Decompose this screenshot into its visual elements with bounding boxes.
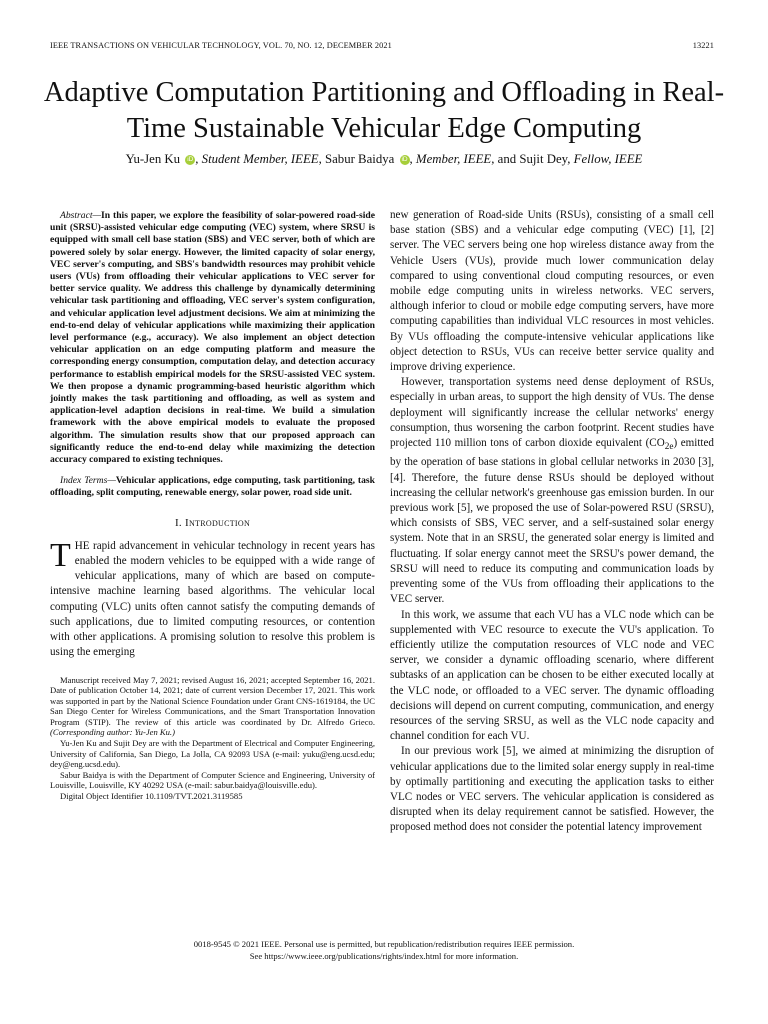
section-number: I. [174, 516, 186, 529]
running-header [50, 41, 714, 55]
index-terms-text: Vehicular applications, edge computing, task partitioning, task offloading, split computing, renewable energy, solar power, road side unit. [50, 475, 375, 499]
first-word: HE [74, 539, 90, 552]
footnote-doi: Digital Object Identifier 10.1109/TVT.2021.3119585 [60, 791, 243, 802]
author-name: Sujit Dey [519, 152, 568, 166]
drop-cap: T [50, 536, 71, 574]
paper-title: Adaptive Computation Partitioning and Offloading in Real-Time Sustainable Vehicular Edge Computing [43, 77, 725, 144]
section-title: Introduction [185, 516, 251, 529]
author-name: Sabur Baidya [325, 152, 395, 166]
footnotes [50, 675, 375, 802]
author-conjunction: , and [491, 152, 520, 166]
copyright-notice [40, 938, 728, 962]
author-name: Yu-Jen Ku [125, 152, 181, 166]
author-separator: , [567, 152, 574, 166]
body-text: ) emitted by the operation of base stations in global cellular networks in 2030 [3], [4]. Therefore, the future dense RSUs should be deployed without increasing the cellular network's greenhouse gas emission burden. In our previous work [5], we proposed the use of Solar-powered RSU (SRSU), which consists of SBS, VEC server, and a self-sustained solar energy system. Note that in an SRSU, the generated solar energy is limited and fluctuating. If solar energy cannot meet the SRSU's power demand, the SRSU will need to reduce its computing and communication loads by preventing some of the VUs from offloading their applications to the VEC server. [390, 437, 714, 606]
author-role: Student Member, IEEE [201, 152, 319, 166]
abstract-text: In this paper, we explore the feasibility of solar-powered road-side unit (SRSU)-assisted vehicular edge computing (VEC) system, where SRSU is equipped with small cell base station (SBS) and VEC server, both of which are powered solely by solar energy. However, the limited capacity of solar energy, VEC server's computing, and SBS's bandwidth resources may prohibit vehicle users (VUs) from offloading their vehicular applications to VEC server for better service quality. We address this challenge by dynamically determining vehicular task partitioning and offloading, VEC server's system configuration, and vehicular application level adjustment decisions. We aim at minimizing the end-to-end delay of vehicular applications while maximizing their application level performance (e.g., accuracy). We also implement an object detection vehicular application on an edge computing platform and measure the corresponding energy consumption, computation delay, and detection accuracy performance to establish empirical models for the SRSU-assisted VEC system. We then propose a dynamic programming-based heuristic algorithm which jointly makes the task partitioning and offloading, as well as system and application-level adaption decisions in real-time. We build a simulation framework with the above empirical models to evaluate the proposed algorithm. The simulation results show that our proposed approach can significantly reduce the end-to-end delay while maximizing the detection accuracy compared to existing techniques. [50, 210, 375, 466]
index-terms [50, 475, 375, 499]
abstract [50, 210, 375, 466]
copyright-line: 0018-9545 © 2021 IEEE. Personal use is permitted, but republication/redistribution requires IEEE permission. [193, 939, 575, 949]
author-separator: , [195, 152, 202, 166]
section-heading [50, 516, 375, 531]
permissions-line: See https://www.ieee.org/publications/rights/index.html for more information. [249, 951, 519, 961]
body-paragraph: In our previous work [5], we aimed at minimizing the disruption of vehicular applications due to the limited solar energy supply in real-time by optimally partitioning and executing the application tasks to either VLC nodes or VEC servers. The vehicular application is considered as disrupted when its delay requirement cannot be satisfied. However, the proposed method does not consider the potential latency improvement [390, 745, 714, 834]
body-paragraph: new generation of Road-side Units (RSUs), consisting of a small cell base station (SBS) and a vehicular edge computing (VEC) [1], [2] server. The VEC servers being one hop wireless distance away from the Vehicle Users (VUs), provide much lower communication delay compared to using conventional cloud computing resources, or even mobile edge computing units in wireless networks. VEC servers, although inferior to cloud or mobile edge computing servers, have more computing capabilities than individual VLC resources in most vehicles. By VUs offloading the compute-intensive vehicular applications like object detection to RSUs, VUs can receive better service quality and improve driving experience. [390, 209, 714, 374]
author-role: Fellow, IEEE [573, 152, 643, 166]
right-column [390, 208, 714, 836]
footnote-text: Manuscript received May 7, 2021; revised August 16, 2021; accepted September 16, 2021. Date of publication October 14, 2021; date of current version December 17, 2021. This work was supported in part by the National Science Foundation under Grant CNS-1619184, the UC San Diego Center for Wireless Communications, and the Smart Transportation Innovation Program (STIP). The review of this article was coordinated by Dr. Alfredo Grieco. [50, 674, 375, 727]
footnote-affiliation: Yu-Jen Ku and Sujit Dey are with the Department of Electrical and Computer Engineering, University of California, San Diego, La Jolla, CA 92093 USA (e-mail: yuku@eng.ucsd.edu; dey@eng.ucsd.edu). [50, 738, 375, 770]
page-number: 13221 [692, 41, 714, 50]
footnote-manuscript [50, 675, 375, 739]
left-column [50, 210, 375, 802]
author-role: Member, IEEE [415, 152, 492, 166]
subscript: 2e [664, 442, 674, 453]
author-separator: , [318, 152, 325, 166]
intro-paragraph [50, 536, 375, 661]
corresponding-author: (Corresponding author: Yu-Jen Ku.) [50, 727, 175, 738]
orcid-icon[interactable]: iD [401, 156, 408, 163]
body-text: However, transportation systems need dense deployment of RSUs, especially in urban areas, to support the high density of VUs. The dense deployment will significantly increase the cellular networks' energy consumption, thus worsening the carbon footprint. Recent studies have projected 110 million tons of carbon dioxide equivalent (CO [390, 376, 714, 450]
body-paragraph: In this work, we assume that each VU has a VLC node which can be supplemented with VEC resource to execute the VU's application. To efficiently utilize the computation resources of VLC node and VEC server, we consider a dynamic offloading scenario, where different subtasks of an application can be chosen to be either executed locally at the VLC node, or offloaded to a VEC server. The dynamic offloading decisions will depend on current computing, communication, and energy resources of the serving SRSU, as well as the VLC node capacity and channel condition for each VU. [390, 608, 714, 743]
orcid-icon[interactable]: iD [187, 156, 194, 163]
abstract-lead: Abstract— [60, 210, 102, 221]
index-terms-lead: Index Terms— [60, 475, 116, 487]
body-paragraph [390, 375, 714, 607]
journal-name: IEEE TRANSACTIONS ON VEHICULAR TECHNOLOGY, VOL. 70, NO. 12, DECEMBER 2021 [50, 41, 392, 50]
footnote-affiliation: Sabur Baidya is with the Department of Computer Science and Engineering, University of Louisville, Louisville, KY 40292 USA (e-mail: sabur.baidya@louisville.edu). [50, 769, 375, 791]
author-line [40, 152, 728, 167]
author-separator: , [409, 152, 416, 166]
intro-text: rapid advancement in vehicular technology in recent years has enabled the modern vehicles to be equipped with a wide range of vehicular applications, many of which are based on compute-intensive machine learning based algorithms. The vehicular local computing (VLC) units often cannot satisfy the computing demands of such applications, due to limited computing resources, or contention with other applications. A promising solution to resolve this problem is using the emerging [50, 539, 375, 659]
